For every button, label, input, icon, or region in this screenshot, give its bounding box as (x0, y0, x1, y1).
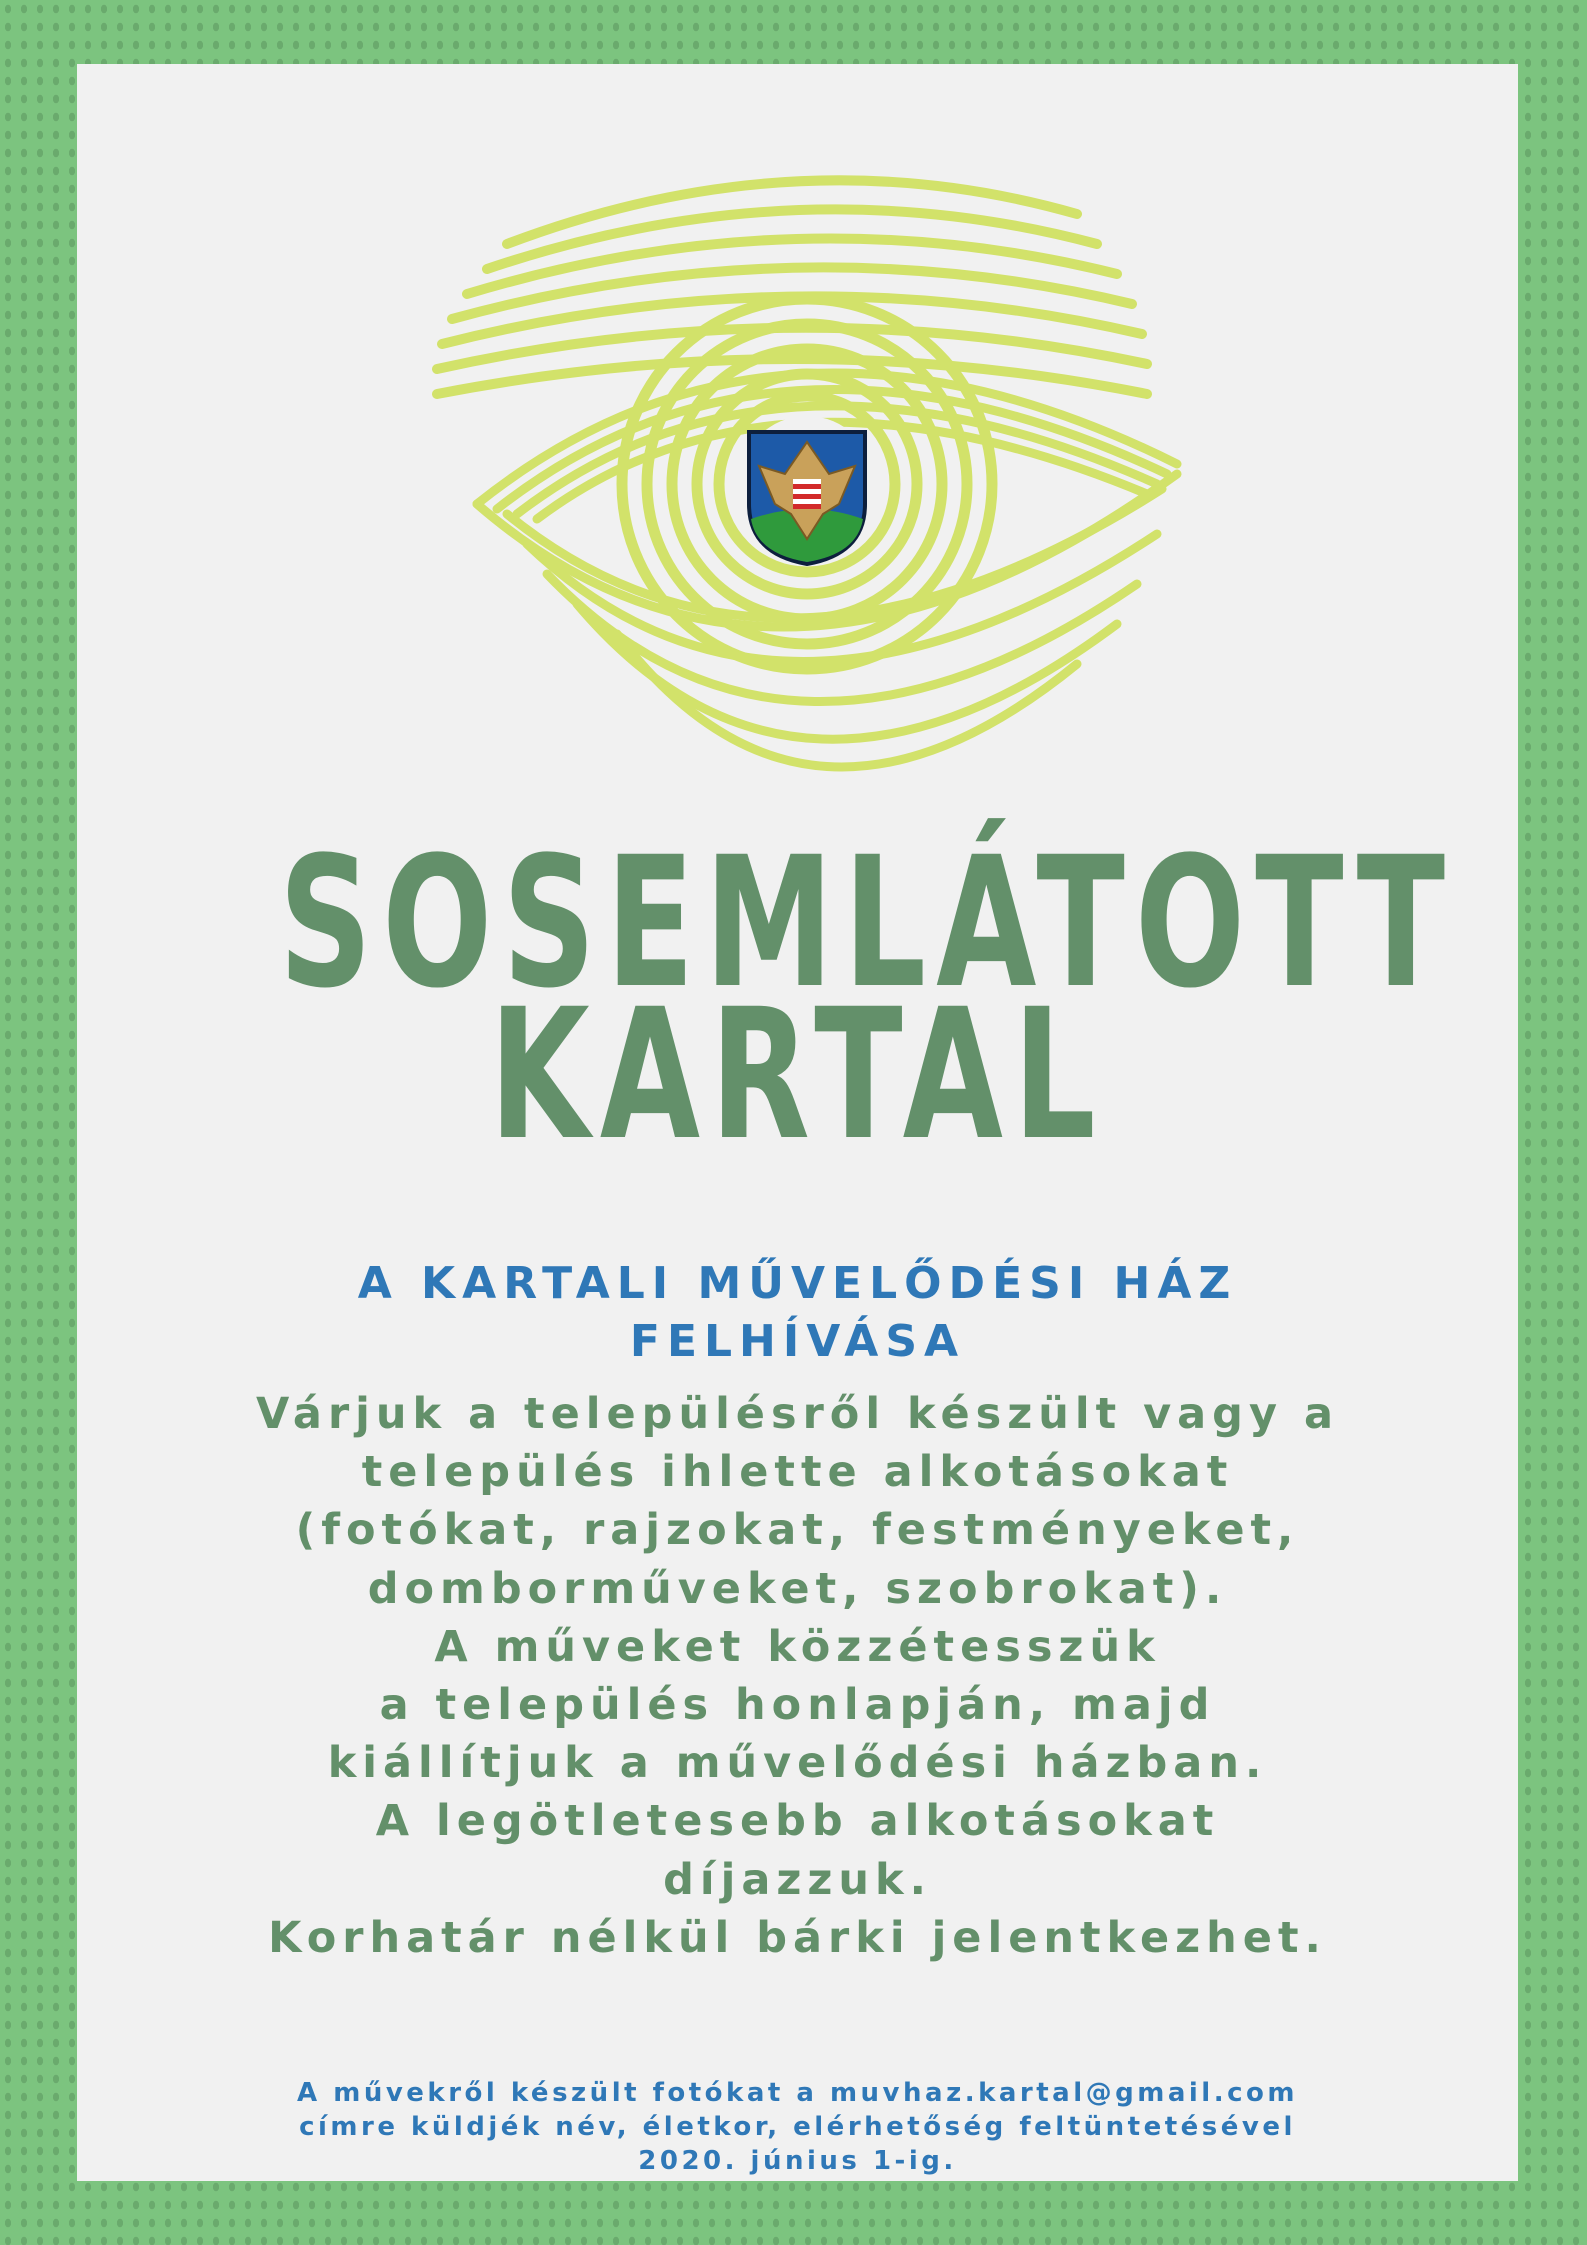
coat-of-arms-icon (739, 416, 875, 564)
heading-line: A KARTALI MŰVELŐDÉSI HÁZ (357, 1258, 1238, 1309)
title-line-1: SOSEMLÁTOTT (278, 819, 1456, 1028)
body-line: település ihlette alkotásokat (361, 1447, 1234, 1498)
announcement-text (77, 1385, 1518, 1967)
eye-illustration (377, 174, 1277, 834)
footer-line: címre küldjék név, életkor, elérhetőség feltüntetésével (299, 2112, 1296, 2142)
body-line: Várjuk a településről készült vagy a (256, 1389, 1339, 1439)
poster-sheet (77, 64, 1518, 2181)
footer-line: A művekről készült fotókat a muvhaz.kartal@gmail.com (297, 2078, 1298, 2108)
body-line: A műveket közzétesszük (434, 1621, 1161, 1672)
footer-line: 2020. június 1-ig. (638, 2146, 957, 2176)
title-line-2: KARTAL (489, 971, 1106, 1180)
body-line: A legötletesebb alkotásokat (375, 1796, 1220, 1847)
body-line: Korhatár nélkül bárki jelentkezhet. (268, 1912, 1327, 1963)
body-line: (fotókat, rajzokat, festményeket, (295, 1505, 1300, 1556)
heading-line: FELHÍVÁSA (629, 1316, 966, 1367)
body-line: domborműveket, szobrokat). (367, 1563, 1228, 1614)
heading (77, 1255, 1518, 1371)
footer-contact (77, 2076, 1518, 2178)
body-line: díjazzuk. (663, 1854, 932, 1905)
body-line: kiállítjuk a művelődési házban. (327, 1738, 1268, 1789)
body-line: a település honlapján, majd (379, 1680, 1216, 1731)
